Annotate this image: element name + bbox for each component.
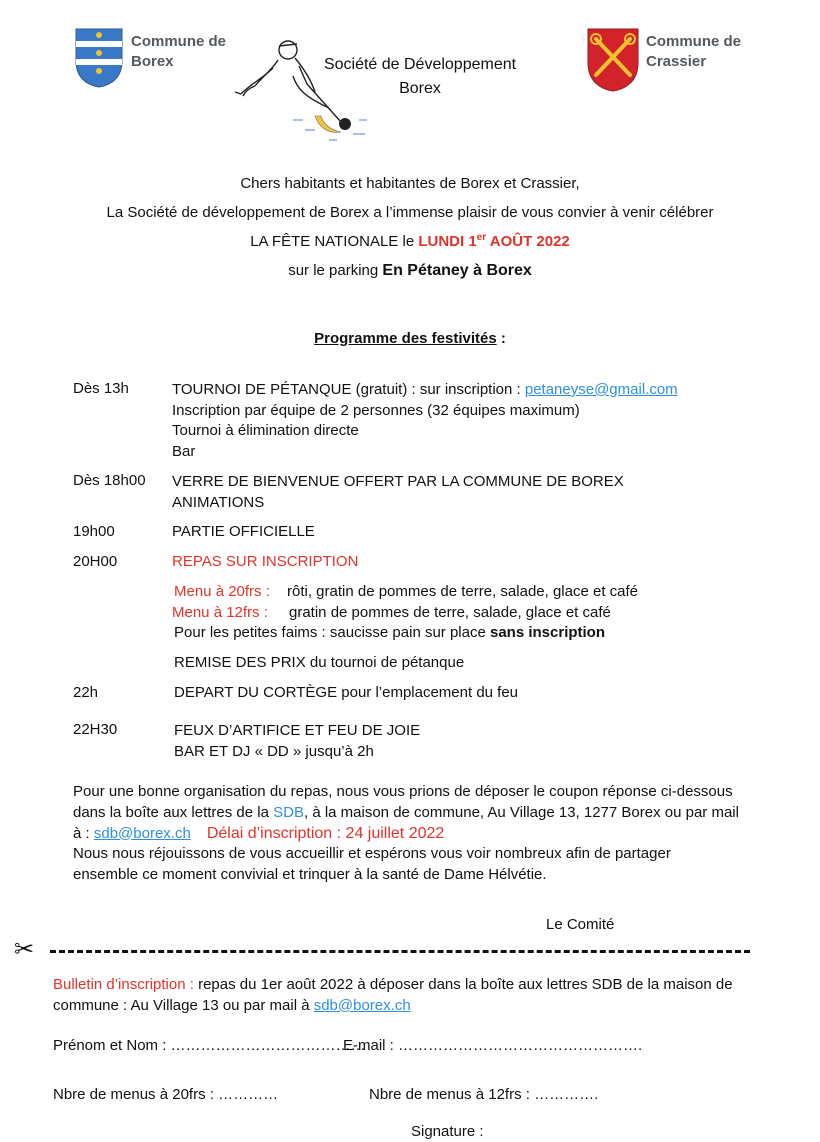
location-prefix: sur le parking	[288, 262, 383, 279]
bulletin-label: Bulletin d’inscription :	[53, 976, 194, 993]
time-22h: 22h	[73, 684, 99, 701]
crassier-coat-of-arms	[586, 27, 640, 93]
invitation-line: La Société de développement de Borex a l’immense plaisir de vous convier à venir célébrer	[106, 204, 714, 221]
programme-item-feux: FEUX D’ARTIFICE ET FEU DE JOIE BAR ET DJ « DD » jusqu’à 2h	[174, 722, 421, 760]
cut-line-divider	[50, 950, 750, 953]
remise-des-prix: REMISE DES PRIX du tournoi de pétanque	[174, 654, 465, 671]
time-22h30: 22H30	[73, 721, 118, 738]
petites-faims-row: Pour les petites faims : saucisse pain sur place sans inscription	[174, 624, 606, 641]
time-18h: Dès 18h00	[73, 472, 146, 489]
scissors-icon: ✂	[14, 936, 35, 963]
programme-item-cortege: DEPART DU CORTÈGE pour l’emplacement du feu	[174, 684, 519, 701]
menus-12-field[interactable]: Nbre de menus à 12frs : ………….	[369, 1086, 599, 1103]
sdb-email-link[interactable]: sdb@borex.ch	[93, 824, 191, 842]
menus-20-field[interactable]: Nbre de menus à 20frs : …………	[53, 1086, 279, 1103]
society-name: Société de Développement Borex	[323, 56, 517, 97]
menu-20-row: Menu à 20frs : rôti, gratin de pommes de terre, salade, glace et café	[174, 583, 639, 600]
programme-item-bienvenue: VERRE DE BIENVENUE OFFERT PAR LA COMMUNE DE BOREX ANIMATIONS	[172, 473, 624, 511]
greeting: Chers habitants et habitantes de Borex et Crassier,	[240, 175, 580, 192]
programme-title: Programme des festivités :	[314, 330, 506, 347]
time-20h: 20H00	[73, 553, 118, 570]
location-line	[0, 262, 820, 280]
fete-date: LUNDI 1er AOÛT 2022	[418, 232, 570, 250]
fete-nationale-line	[0, 232, 820, 250]
menu-list	[174, 582, 638, 644]
registration-deadline: Délai d’inscription : 24 juillet 2022	[206, 824, 445, 842]
bulletin-header: Bulletin d’inscription : repas du 1er août 2022 à déposer dans la boîte aux lettres SDB de la maison de commune : Au Village 13 ou par mail à sdb@borex.ch	[53, 976, 733, 1014]
borex-coat-of-arms	[74, 27, 124, 89]
signature-field[interactable]: Signature :	[411, 1123, 484, 1140]
bulletin-email-link[interactable]: sdb@borex.ch	[313, 996, 411, 1014]
menu-12-row: Menu à 12frs : gratin de pommes de terre, salade, glace et café	[172, 603, 611, 621]
programme-item-repas: REPAS SUR INSCRIPTION	[172, 553, 359, 570]
programme-item-officielle: PARTIE OFFICIELLE	[172, 523, 315, 540]
crassier-commune-name: Commune de Crassier	[646, 33, 742, 70]
fete-prefix: LA FÊTE NATIONALE le	[250, 233, 419, 250]
petanque-email-link[interactable]: petaneyse@gmail.com	[524, 381, 678, 398]
email-field[interactable]: E-mail : ………………………………………….	[343, 1037, 643, 1054]
programme-item-petanque: TOURNOI DE PÉTANQUE (gratuit) : sur inscription : petaneyse@gmail.com Inscription par équipe de 2 personnes (32 équipes maximum) Tournoi à élimination directe Bar	[172, 381, 678, 460]
name-field[interactable]: Prénom et Nom : …………………………………	[53, 1037, 366, 1054]
sdb-link: SDB	[273, 803, 304, 821]
borex-commune-name: Commune de Borex	[131, 33, 227, 70]
time-19h: 19h00	[73, 523, 115, 540]
closing-paragraph: Pour une bonne organisation du repas, nous vous prions de déposer le coupon réponse ci-dessous dans la boîte aux lettres de la SDB, à la maison de commune, Au Village 13, 1277 Borex ou par mail à : sdb@borex.ch Délai d’inscription : 24 juillet 2022 Nous nous réjouissons de vous accueillir et espérons vous voir nombreux afin de partager ensemble ce moment convivial et trinquer à la santé de Dame Hélvétie.	[73, 783, 739, 884]
location-name: En Pétaney à Borex	[382, 262, 532, 279]
signature-le-comite: Le Comité	[546, 916, 615, 933]
time-13h: Dès 13h	[73, 380, 129, 397]
